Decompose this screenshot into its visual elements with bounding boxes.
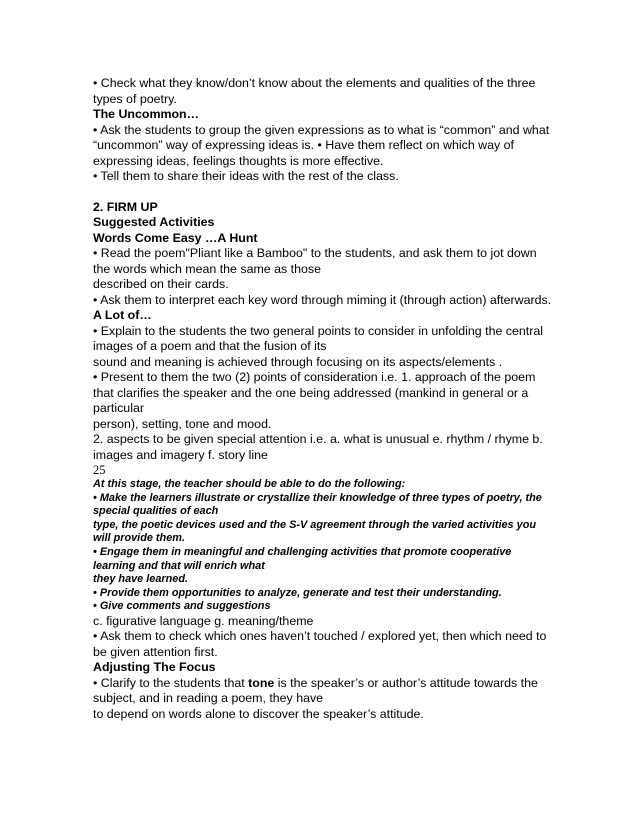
italic-make-learners-cont: type, the poetic devices used and the S-V agreement through the varied activities you will provide them. [93, 518, 537, 545]
paragraph-aspects: 2. aspects to be given special attention i.e. a. what is unusual e. rhythm / rhyme b. images and imagery f. story line [93, 432, 543, 462]
heading-the-uncommon: The Uncommon… [93, 107, 200, 121]
paragraph-group-expressions: • Ask the students to group the given expressions as to what is “common” and what “uncommon” way of expressing ideas is. • Have them reflect on which way of expressing ideas, feelings thoughts is more effective. [93, 122, 550, 168]
paragraph-check-explored: • Ask them to check which ones haven’t touched / explored yet, then which need to be given attention first. [93, 629, 547, 659]
paragraph-clarify-tone-cont: to depend on words alone to discover the speaker’s attitude. [93, 706, 424, 721]
paragraph-read-poem-cont: described on their cards. [93, 277, 229, 291]
clarify-tone-bold: tone [248, 675, 275, 690]
paragraph-read-poem: • Read the poem"Pliant like a Bamboo" to the students, and ask them to jot down the words which mean the same as those [93, 246, 537, 276]
paragraph-explain-points: • Explain to the students the two general points to consider in unfolding the central images of a poem and that the fusion of its [93, 323, 543, 353]
heading-adjusting-focus: Adjusting The Focus [93, 660, 216, 675]
italic-give-comments: • Give comments and suggestions [93, 600, 271, 613]
page-number: 25 [93, 463, 106, 477]
clarify-tone-post: is the speaker’s or author’s attitude towards the subject, and in reading a poem, they have [93, 675, 538, 706]
paragraph-interpret-key-word: • Ask them to interpret each key word through miming it (through action) afterwards. [93, 292, 552, 307]
paragraph-figurative-language: c. figurative language g. meaning/theme [93, 613, 314, 628]
italic-provide-opportunities: • Provide them opportunities to analyze, generate and test their understanding. [93, 586, 502, 599]
heading-a-lot-of: A Lot of… [93, 308, 152, 322]
paragraph-explain-points-cont: sound and meaning is achieved through focusing on its aspects/elements . [93, 354, 503, 369]
heading-words-come-easy: Words Come Easy …A Hunt [93, 230, 258, 245]
paragraph-present-points-cont: person), setting, tone and mood. [93, 416, 272, 431]
document-page [93, 76, 553, 722]
italic-teacher-should: At this stage, the teacher should be able to do the following: [93, 478, 406, 490]
spacer [93, 185, 553, 200]
clarify-tone-pre: • Clarify to the students that [93, 675, 249, 690]
paragraph-present-points: • Present to them the two (2) points of consideration i.e. 1. approach of the poem that clarifies the speaker and the one being addressed (mankind in general or a particular [93, 370, 536, 415]
paragraph-clarify-tone [93, 676, 553, 707]
italic-engage-them: • Engage them in meaningful and challenging activities that promote cooperative learning and that will enrich what [93, 545, 512, 572]
paragraph-check-knowledge: • Check what they know/don’t know about the elements and qualities of the three types of poetry. [93, 76, 536, 106]
heading-suggested-activities: Suggested Activities [93, 215, 215, 229]
heading-firm-up: 2. FIRM UP [93, 199, 158, 214]
italic-make-learners: • Make the learners illustrate or crystallize their knowledge of three types of poetry, the special qualities of each [93, 491, 542, 518]
paragraph-share-ideas: • Tell them to share their ideas with the rest of the class. [93, 169, 399, 183]
italic-engage-them-cont: they have learned. [93, 573, 189, 586]
